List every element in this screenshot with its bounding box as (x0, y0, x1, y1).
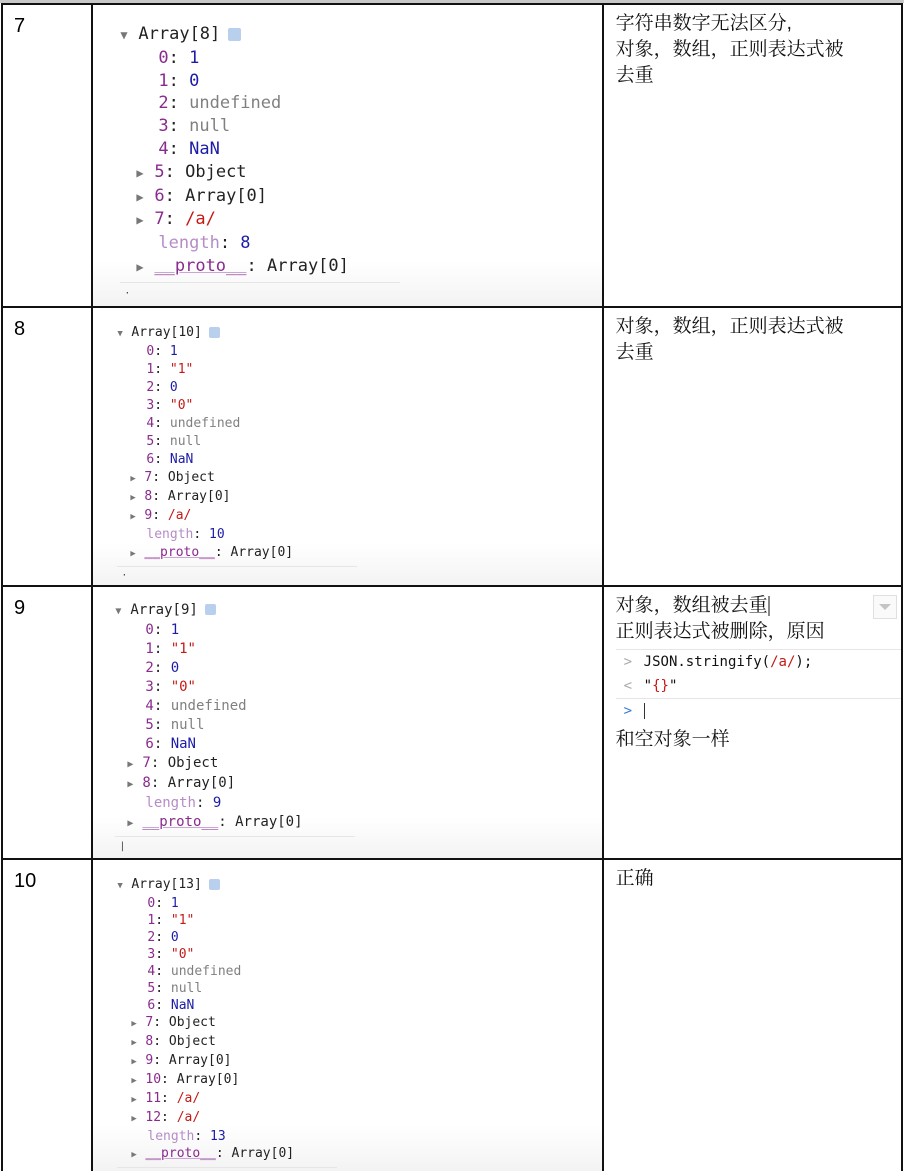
colon: : (153, 640, 171, 657)
entry-key: 6 (154, 185, 165, 206)
colon: : (152, 488, 168, 504)
array-entry[interactable] (117, 1109, 601, 1128)
array-entry (115, 716, 601, 735)
collapse-triangle-icon[interactable]: ▶ (131, 1075, 137, 1086)
entry-key: 6 (146, 451, 155, 467)
row-number: 7 (14, 15, 26, 37)
array-label: Array[9] (130, 601, 198, 618)
info-icon[interactable] (205, 604, 216, 615)
proto-key: __proto__ (145, 1145, 216, 1161)
entry-key: 3 (145, 678, 154, 695)
colon: : (219, 233, 241, 254)
console-output (93, 860, 601, 1168)
array-entry[interactable] (117, 1052, 601, 1071)
proto-entry[interactable] (117, 1145, 601, 1164)
dropdown-icon[interactable] (873, 595, 897, 619)
table-row-9 (2, 586, 902, 859)
array-entry (117, 379, 601, 397)
length-value: 10 (209, 526, 225, 542)
proto-value: Array[0] (231, 1145, 295, 1161)
array-entry[interactable] (120, 161, 601, 185)
entry-value: "1" (170, 912, 195, 928)
array-entry[interactable] (120, 208, 601, 232)
entry-value: NaN (170, 997, 195, 1013)
colon: : (153, 659, 171, 676)
colon: : (164, 161, 186, 182)
entry-key: 5 (146, 433, 155, 449)
collapse-triangle-icon[interactable]: ▶ (131, 1056, 137, 1067)
length-entry (117, 1128, 601, 1145)
collapse-triangle-icon[interactable]: ▶ (131, 1149, 137, 1160)
entry-key: 0 (145, 621, 154, 638)
colon: : (195, 794, 213, 811)
array-entry (120, 92, 601, 115)
active-prompt-icon: > (623, 702, 633, 719)
proto-key: __proto__ (144, 544, 215, 560)
row-number: 9 (14, 596, 26, 619)
console-cursor-mark: · (121, 569, 128, 581)
row-number-cell (2, 586, 92, 859)
array-entry (120, 138, 601, 161)
colon: : (214, 544, 231, 560)
colon: : (154, 379, 170, 395)
entry-key: 5 (145, 716, 154, 733)
entry-key: 4 (147, 963, 156, 979)
entry-key: 6 (147, 997, 156, 1013)
colon: : (155, 963, 171, 979)
table-row-10 (2, 859, 902, 1171)
colon: : (193, 526, 210, 542)
entry-key: 5 (147, 980, 156, 996)
info-icon[interactable] (209, 879, 220, 890)
entry-key: 1 (145, 640, 154, 657)
colon: : (153, 678, 171, 695)
array-label: Array[8] (138, 24, 221, 44)
console-cursor-mark: · (124, 287, 131, 299)
colon: : (161, 1109, 177, 1125)
entry-value: NaN (170, 735, 196, 752)
colon: : (168, 138, 190, 159)
length-key: length (158, 233, 220, 254)
entry-key: 2 (146, 379, 155, 395)
array-header[interactable] (117, 876, 601, 895)
entry-key: 9 (145, 1052, 154, 1068)
entry-value: Array[0] (167, 774, 236, 791)
row-number: 8 (14, 317, 26, 340)
proto-entry[interactable] (115, 813, 601, 833)
colon: : (218, 813, 236, 830)
collapse-triangle-icon[interactable]: ▶ (136, 213, 144, 228)
array-entry (117, 946, 601, 963)
entry-key: 3 (146, 397, 155, 413)
entry-value: 0 (189, 70, 200, 91)
collapse-triangle-icon[interactable]: ▶ (127, 778, 134, 790)
array-entry (115, 621, 601, 640)
expand-triangle-icon[interactable]: ▼ (120, 28, 128, 42)
collapse-triangle-icon[interactable]: ▶ (127, 817, 134, 829)
array-entry (117, 929, 601, 946)
array-entry (115, 697, 601, 716)
entry-key: 8 (145, 1033, 154, 1049)
note-line: 对象，数组被去重 (615, 594, 768, 616)
entry-key: 1 (158, 70, 169, 91)
entry-value: "0" (169, 397, 194, 413)
entry-value: "1" (169, 361, 194, 377)
entry-value: 1 (189, 47, 200, 68)
entry-value: null (169, 433, 202, 449)
array-entry (117, 451, 601, 469)
array-entry (115, 678, 601, 697)
proto-value: Array[0] (267, 255, 349, 276)
colon: : (246, 255, 267, 276)
collapse-triangle-icon[interactable]: ▶ (131, 1113, 137, 1124)
entry-value: Object (167, 469, 215, 485)
entry-key: 4 (145, 697, 154, 714)
colon: : (153, 716, 171, 733)
expand-triangle-icon[interactable]: ▼ (117, 880, 123, 891)
array-header[interactable] (120, 23, 601, 47)
expand-triangle-icon[interactable]: ▼ (115, 605, 122, 617)
collapse-triangle-icon[interactable]: ▶ (130, 492, 136, 503)
entry-key: 6 (145, 735, 154, 752)
collapse-triangle-icon[interactable]: ▶ (136, 165, 144, 180)
array-entry (117, 415, 601, 433)
entry-key: 4 (146, 415, 155, 431)
proto-key: __proto__ (154, 255, 247, 276)
entry-key: 9 (144, 507, 153, 523)
entry-key: 2 (158, 93, 169, 114)
array-entry[interactable] (117, 1071, 601, 1090)
note-cell (603, 307, 902, 586)
console-output-line: < "{}" (616, 674, 901, 698)
array-header[interactable] (117, 324, 601, 343)
colon: : (161, 1071, 177, 1087)
length-value: 13 (210, 1128, 226, 1144)
note-line: 正则表达式被删除，原因 (615, 620, 825, 642)
console-output (93, 308, 601, 585)
console-output (93, 5, 601, 306)
entry-value: undefined (170, 963, 242, 979)
console-cell (92, 586, 602, 859)
collapse-triangle-icon[interactable]: ▶ (131, 1018, 137, 1029)
entry-key: 11 (145, 1090, 162, 1106)
colon: : (154, 397, 170, 413)
array-entry (117, 895, 601, 912)
array-entry[interactable] (120, 185, 601, 209)
entry-key: 7 (142, 754, 151, 771)
entry-value: NaN (169, 451, 194, 467)
note-cell (603, 859, 902, 1171)
entry-value: 0 (169, 379, 178, 395)
colon: : (153, 1014, 169, 1030)
length-entry (120, 232, 601, 255)
proto-key: __proto__ (142, 813, 219, 830)
row-number-cell (2, 4, 92, 307)
length-value: 8 (240, 233, 251, 254)
results-table (1, 3, 903, 1171)
colon: : (168, 70, 190, 91)
console-cell (92, 4, 602, 307)
colon: : (154, 433, 170, 449)
length-key: length (147, 1128, 195, 1144)
info-icon[interactable] (228, 28, 241, 41)
note-line: 正确 (615, 867, 654, 889)
entry-value: "0" (170, 678, 196, 695)
array-entry (115, 640, 601, 659)
note-line: 去重 (615, 65, 654, 86)
collapse-triangle-icon[interactable]: ▶ (130, 548, 136, 559)
proto-value: Array[0] (230, 544, 294, 560)
colon: : (155, 946, 171, 962)
array-entry (117, 963, 601, 980)
colon: : (194, 1128, 211, 1144)
entry-key: 0 (146, 343, 155, 359)
colon: : (153, 1052, 169, 1068)
entry-value: Array[0] (185, 185, 268, 206)
array-label: Array[10] (131, 324, 202, 340)
entry-value: Array[0] (168, 1052, 232, 1068)
colon: : (164, 185, 186, 206)
array-entry (115, 735, 601, 754)
array-entry (120, 70, 601, 93)
array-entry (117, 361, 601, 379)
entry-value: /a/ (167, 507, 192, 523)
colon: : (155, 997, 171, 1013)
entry-value: null (170, 980, 203, 996)
colon: : (153, 1033, 169, 1049)
colon: : (168, 93, 190, 114)
note-line: 对象，数组，正则表达式被 (615, 39, 844, 60)
entry-value: undefined (189, 93, 282, 114)
entry-key: 7 (145, 1014, 154, 1030)
colon: : (161, 1090, 177, 1106)
colon: : (152, 507, 168, 523)
entry-value: "1" (170, 640, 196, 657)
array-entry[interactable] (115, 774, 601, 794)
note-cell (603, 4, 902, 307)
colon: : (155, 895, 171, 911)
colon: : (153, 621, 171, 638)
text-cursor (768, 596, 770, 616)
array-entry (117, 997, 601, 1014)
array-entry (120, 47, 601, 70)
devtools-console-snippet (616, 649, 901, 723)
note-line: 对象，数组，正则表达式被 (615, 315, 844, 337)
output-prompt-icon: < (623, 677, 633, 694)
entry-value: /a/ (176, 1109, 201, 1125)
entry-key: 0 (147, 895, 156, 911)
length-entry (117, 526, 601, 544)
collapse-triangle-icon[interactable]: ▶ (127, 758, 134, 770)
length-key: length (145, 794, 196, 811)
proto-entry[interactable] (117, 544, 601, 563)
entry-value: Object (185, 161, 247, 182)
colon: : (154, 451, 170, 467)
note-cell (603, 586, 902, 859)
collapse-triangle-icon[interactable]: ▶ (131, 1037, 137, 1048)
proto-entry[interactable] (120, 255, 601, 279)
console-cursor-mark: | (119, 840, 126, 852)
colon: : (155, 980, 171, 996)
entry-value: Object (167, 754, 219, 771)
entry-key: 4 (158, 138, 169, 159)
entry-key: 3 (147, 946, 156, 962)
array-header[interactable] (115, 601, 601, 621)
colon: : (164, 209, 186, 230)
colon: : (168, 116, 190, 137)
entry-key: 1 (147, 912, 156, 928)
array-entry[interactable] (117, 469, 601, 488)
collapse-triangle-icon[interactable]: ▶ (136, 189, 144, 204)
entry-value: Object (168, 1033, 216, 1049)
console-output (93, 587, 601, 856)
console-input-line: > JSON.stringify(/a/); (616, 649, 901, 674)
entry-key: 8 (144, 488, 153, 504)
entry-key: 5 (154, 161, 165, 182)
colon: : (155, 929, 171, 945)
row-number: 10 (14, 869, 37, 892)
input-prompt-icon: > (623, 653, 633, 670)
entry-value: 1 (170, 621, 180, 638)
colon: : (168, 47, 190, 68)
entry-value: undefined (170, 697, 247, 714)
entry-key: 7 (144, 469, 153, 485)
entry-value: "0" (170, 946, 195, 962)
array-entry (117, 980, 601, 997)
length-key: length (146, 526, 194, 542)
colon: : (215, 1145, 232, 1161)
entry-value: Array[0] (167, 488, 231, 504)
array-entry (117, 912, 601, 929)
row-number-cell (2, 859, 92, 1171)
colon: : (150, 774, 168, 791)
expand-triangle-icon[interactable]: ▼ (117, 328, 123, 339)
length-entry (115, 794, 601, 813)
entry-value: 0 (170, 659, 180, 676)
console-divider (117, 1167, 337, 1168)
colon: : (153, 697, 171, 714)
colon: : (150, 754, 168, 771)
colon: : (153, 735, 171, 752)
array-entry (120, 115, 601, 138)
colon: : (154, 415, 170, 431)
entry-value: Object (168, 1014, 216, 1030)
entry-value: 1 (170, 895, 179, 911)
entry-value: NaN (189, 138, 220, 159)
entry-value: null (189, 116, 231, 137)
entry-value: 0 (170, 929, 179, 945)
entry-key: 2 (147, 929, 156, 945)
collapse-triangle-icon[interactable]: ▶ (130, 511, 136, 522)
entry-value: null (170, 716, 205, 733)
proto-value: Array[0] (235, 813, 303, 830)
entry-value: /a/ (176, 1090, 201, 1106)
colon: : (154, 361, 170, 377)
console-prompt-line[interactable] (616, 698, 901, 723)
input-caret (644, 703, 645, 719)
note-line: 字符串数字无法区分, (615, 13, 792, 34)
length-value: 9 (212, 794, 222, 811)
array-entry (115, 659, 601, 678)
table-row-8 (2, 307, 902, 586)
entry-value: 1 (169, 343, 178, 359)
array-entry[interactable] (117, 1090, 601, 1109)
console-cell (92, 307, 602, 586)
table-row-7 (2, 4, 902, 307)
entry-key: 12 (145, 1109, 162, 1125)
array-entry[interactable] (117, 507, 601, 526)
colon: : (155, 912, 171, 928)
entry-value: Array[0] (176, 1071, 240, 1087)
entry-key: 0 (158, 47, 169, 68)
collapse-triangle-icon[interactable]: ▶ (131, 1094, 137, 1105)
entry-key: 8 (142, 774, 151, 791)
note-line: 和空对象一样 (615, 728, 730, 750)
colon: : (152, 469, 168, 485)
entry-key: 1 (146, 361, 155, 377)
collapse-triangle-icon[interactable]: ▶ (130, 473, 136, 484)
array-entry (117, 397, 601, 415)
console-cell (92, 859, 602, 1171)
note-line: 去重 (615, 341, 654, 363)
array-entry[interactable] (117, 488, 601, 507)
entry-value: undefined (169, 415, 241, 431)
collapse-triangle-icon[interactable]: ▶ (136, 259, 144, 274)
array-label: Array[13] (131, 876, 202, 892)
entry-key: 2 (145, 659, 154, 676)
colon: : (154, 343, 170, 359)
entry-key: 3 (158, 116, 169, 137)
row-number-cell (2, 307, 92, 586)
entry-value: /a/ (185, 209, 216, 230)
entry-key: 10 (145, 1071, 162, 1087)
info-icon[interactable] (209, 327, 220, 338)
entry-key: 7 (154, 209, 165, 230)
array-entry (117, 343, 601, 361)
array-entry[interactable] (117, 1033, 601, 1052)
array-entry[interactable] (115, 754, 601, 774)
array-entry[interactable] (117, 1014, 601, 1033)
array-entry (117, 433, 601, 451)
